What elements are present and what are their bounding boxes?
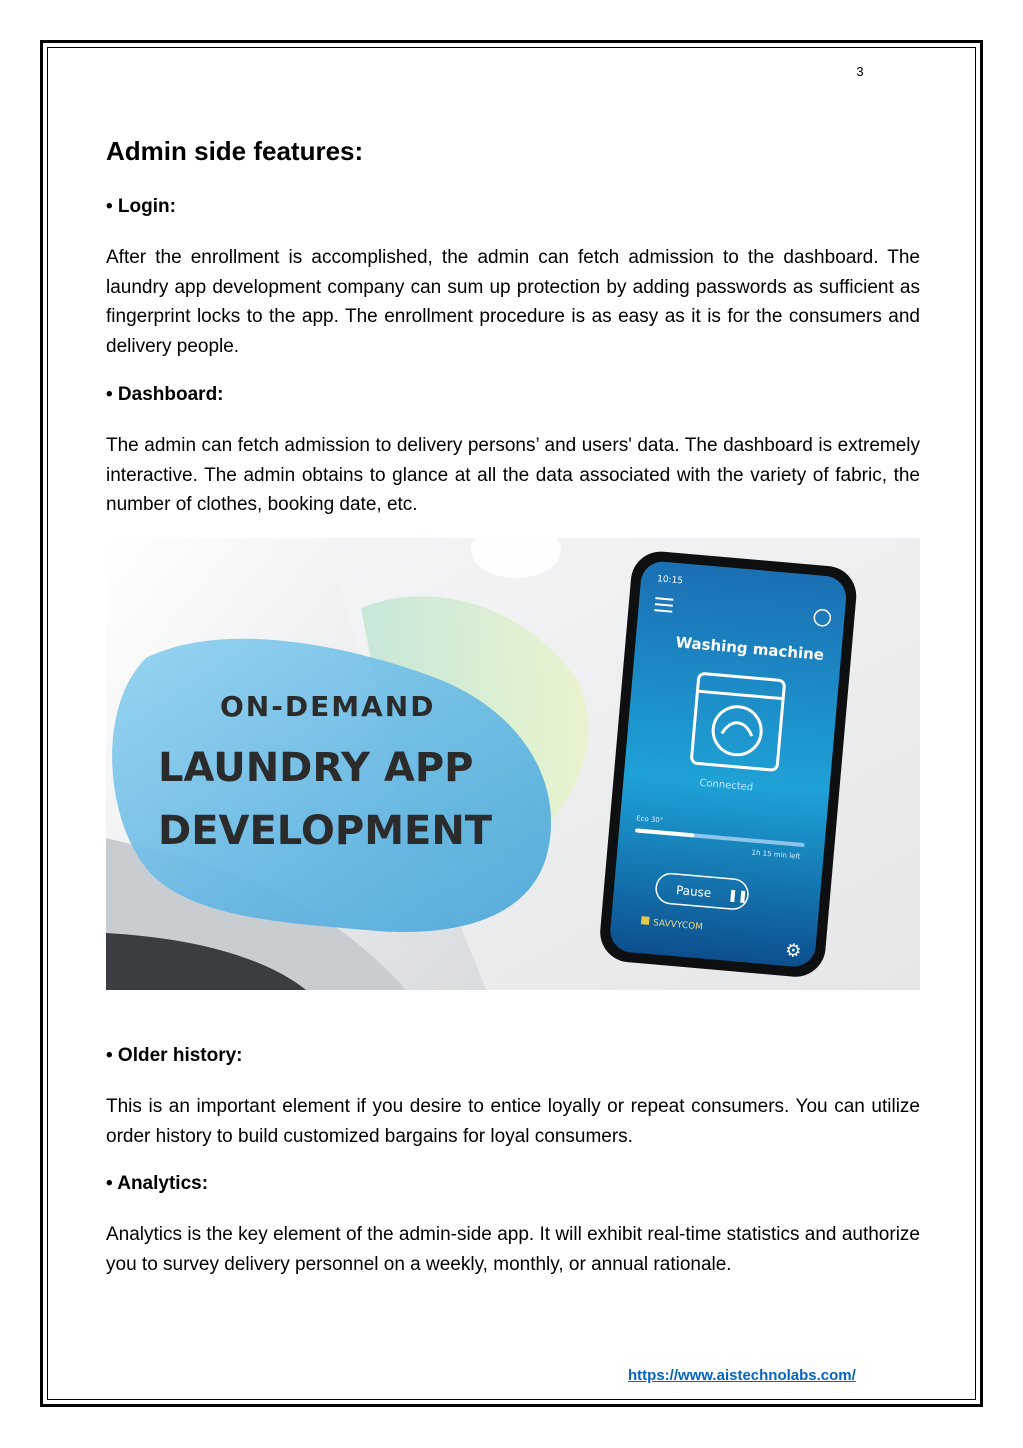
section-text-older-history: This is an important element if you desire to entice loyally or repeat consumers. You can utilize order history to build customized bargains for loyal consumers. xyxy=(106,1096,920,1147)
page-number: 3 xyxy=(856,64,864,79)
hero-image xyxy=(106,538,920,990)
brand-logo-icon xyxy=(641,916,650,925)
section-heading-login: • Login: xyxy=(106,196,176,217)
phone-eco: Eco 30° xyxy=(635,814,664,825)
section-heading-older-history: • Older history: xyxy=(106,1045,243,1066)
phone-title: Washing machine xyxy=(674,633,825,665)
pause-icon: ❚❚ xyxy=(727,887,749,904)
section-heading-analytics: • Analytics: xyxy=(106,1173,209,1194)
footer-website-link[interactable]: https://www.aistechnolabs.com/ xyxy=(628,1367,856,1384)
pause-button-label: Pause xyxy=(675,883,712,901)
section-text-analytics: Analytics is the key element of the admin-side app. It will exhibit real-time statistics and authorize you to survey delivery personnel on a weekly, monthly, or annual rationale. xyxy=(106,1224,920,1275)
hero-title-line1: ON-DEMAND xyxy=(220,690,436,723)
phone-mockup xyxy=(598,549,859,979)
section-text-login: After the enrollment is accomplished, the admin can fetch admission to the dashboard. The laundry app development company can sum up protection by adding passwords as sufficient as fingerprint locks to the app. The enrollment procedure is as easy as it is for the consumers and delivery people. xyxy=(106,247,920,357)
hero-title-line2: LAUNDRY APP xyxy=(158,745,474,791)
section-text-dashboard: The admin can fetch admission to delivery persons’ and users' data. The dashboard is extremely interactive. The admin obtains to glance at all the data associated with the variety of fabric, the number of clothes, booking date, etc. xyxy=(106,435,920,515)
phone-brand: SAVVYCOM xyxy=(652,918,704,933)
gear-icon: ⚙ xyxy=(784,939,803,963)
phone-time: 10:15 xyxy=(656,574,684,587)
section-heading-dashboard: • Dashboard: xyxy=(106,384,224,405)
page-title: Admin side features: xyxy=(106,136,364,166)
hero-title-line3: DEVELOPMENT xyxy=(158,808,493,854)
phone-time-left: 1h 15 min left xyxy=(751,848,801,861)
phone-status: Connected xyxy=(698,777,754,794)
